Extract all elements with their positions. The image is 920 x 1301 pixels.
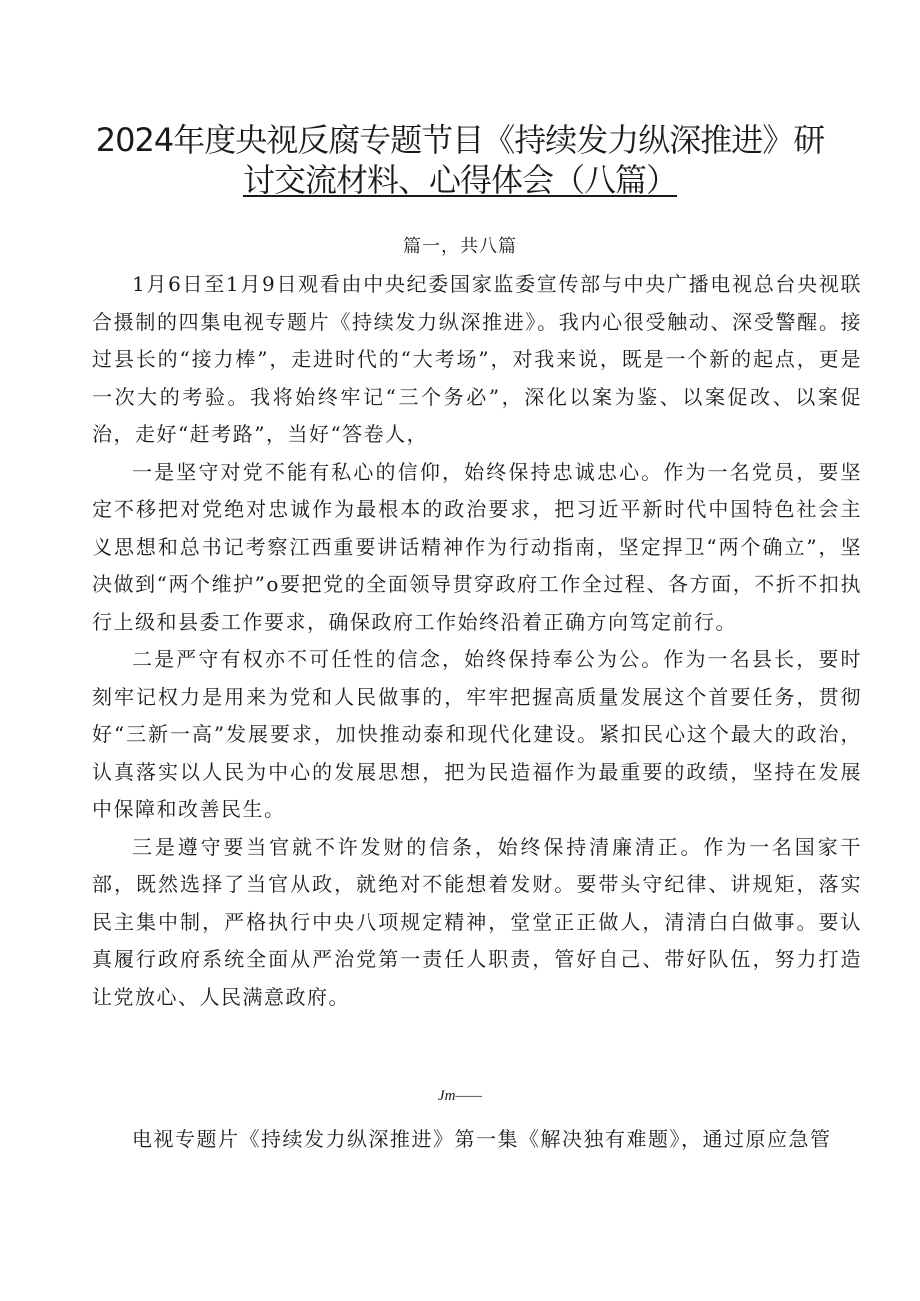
document-title-line-2: [60, 160, 860, 200]
article-body-continued: [92, 1121, 862, 1159]
paragraph-point-3: 三是遵守要当官就不许发财的信条，始终保持清廉清正。作为一名国家干部，既然选择了当官从政，就绝对不能想着发财。要带头守纪律、讲规矩，落实民主集中制，严格执行中央八项规定精神，堂堂正正做人，清清白白做事。要认真履行政府系统全面从严治党第一责任人职责，管好自己、带好队伍，努力打造让党放心、人民满意政府。: [92, 834, 862, 1009]
document-title-line-1: 2024年度央视反腐专题节目《持续发力纵深推进》研: [95, 121, 825, 159]
section-heading: 篇一，共八篇: [403, 236, 517, 257]
paragraph-intro: 1月6日至1月9日观看由中央纪委国家监委宣传部与中央广播电视总台央视联合摄制的四集电视专题片《持续发力纵深推进》。我内心很受触动、深受警醒。接过县长的“接力棒”，走进时代的“大考场”，对我来说，既是一个新的起点，更是一次大的考验。我将始终牢记“三个务必”，深化以案为鉴、以案促改、以案促治，走好“赶考路”，当好“答卷人，: [92, 272, 862, 446]
article-body: [92, 266, 862, 1016]
paragraph-point-2: 二是严守有权亦不可任性的信念，始终保持奉公为公。作为一名县长，要时刻牢记权力是用来为党和人民做事的，牢牢把握高质量发展这个首要任务，贯彻好“三新一高”发展要求，加快推动泰和现代化建设。紧扣民心这个最大的政治，认真落实以人民为中心的发展思想，把为民造福作为最重要的政绩，坚持在发展中保障和改善民生。: [92, 647, 862, 821]
paragraph-next: 电视专题片《持续发力纵深推进》第一集《解决独有难题》，通过原应急管: [132, 1127, 832, 1151]
section-separator: Jm——: [437, 1088, 483, 1104]
paragraph-point-1: 一是坚守对党不能有私心的信仰，始终保持忠诚忠心。作为一名党员，要坚定不移把对党绝对忠诚作为最根本的政治要求，把习近平新时代中国特色社会主义思想和总书记考察江西重要讲话精神作为行动指南，坚定捍卫“两个确立”，坚决做到“两个维护”o要把党的全面领导贯穿政府工作全过程、各方面，不折不扣执行上级和县委工作要求，确保政府工作始终沿着正确方向笃定前行。: [92, 459, 862, 634]
document-title-line-2-text: 讨交流材料、心得体会（八篇）: [242, 161, 677, 199]
